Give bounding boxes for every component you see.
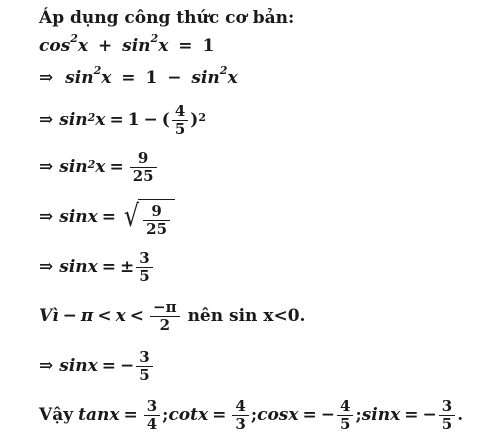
numerator: 9	[137, 148, 149, 167]
sinx-label: sinx	[59, 207, 98, 227]
step-line-2: ⇒ sin $^2$ x = 1 − ( $\frac{4}{5}$ ) $^2$	[39, 101, 206, 138]
condition-text: nên sin x<0.	[187, 306, 306, 326]
tanx-label: tanx	[78, 405, 120, 425]
var-x: x	[77, 36, 89, 56]
equals-sign: =	[101, 356, 117, 376]
denominator: 25	[132, 166, 154, 185]
var-x: x	[95, 110, 106, 130]
exponent: 2	[93, 64, 102, 78]
numerator: 9	[151, 201, 162, 220]
denominator: 5	[174, 119, 186, 138]
equals-sign: =	[121, 68, 136, 88]
implies-icon: ⇒	[39, 157, 54, 177]
numerator: 4	[174, 101, 186, 120]
pi-symbol: π	[80, 306, 94, 326]
numerator: 4	[235, 396, 246, 415]
plus-sign: +	[97, 36, 113, 56]
equals-sign: =	[101, 257, 117, 277]
one-value: 1	[202, 36, 215, 56]
numerator: 3	[441, 396, 453, 415]
sin-label: sin	[191, 68, 220, 88]
sinx-label: sinx	[59, 257, 98, 277]
numerator: 4	[340, 396, 351, 415]
identity-line	[39, 32, 215, 56]
sin-label: sin	[59, 157, 88, 177]
less-sign: <	[97, 306, 112, 326]
fraction-neg-pi-2	[150, 299, 180, 334]
less-sign: <	[129, 306, 144, 326]
fraction-4-5	[337, 398, 353, 433]
plus-minus-sign: ±	[120, 257, 135, 277]
minus-sign: −	[320, 405, 335, 425]
numerator: 3	[139, 347, 150, 366]
denominator: 5	[139, 266, 150, 285]
denominator: 5	[139, 365, 150, 384]
minus-sign: −	[422, 405, 437, 425]
var-x: x	[227, 68, 238, 88]
sin-label: sin	[122, 36, 151, 56]
cotx-label: cotx	[168, 405, 209, 425]
numerator: 3	[146, 396, 158, 415]
fraction-3-4	[144, 398, 160, 433]
period: .	[457, 405, 464, 425]
equals-sign: =	[109, 157, 124, 177]
minus-sign: −	[62, 306, 77, 326]
one-value: 1	[145, 68, 158, 88]
implies-icon: ⇒	[39, 207, 54, 227]
exponent: 2	[150, 32, 159, 46]
fraction-3-5	[136, 349, 152, 384]
numerator: −π	[153, 297, 177, 316]
sin-label: sin	[65, 68, 94, 88]
vay-label: Vậy	[39, 405, 74, 425]
implies-icon: ⇒	[39, 68, 54, 88]
fraction-4-3	[232, 398, 248, 433]
var-x: x	[101, 68, 112, 88]
minus-sign: −	[167, 68, 182, 88]
sin-label: sin	[59, 110, 88, 130]
sinx-label: sinx	[361, 405, 401, 425]
denominator: 5	[441, 414, 453, 433]
step-line-5	[39, 245, 155, 289]
denominator: 3	[235, 414, 246, 433]
minus-sign: −	[120, 356, 135, 376]
paren-close: )	[190, 110, 199, 130]
equals-sign: =	[212, 405, 227, 425]
condition-line	[39, 294, 305, 338]
radicand	[138, 199, 175, 238]
equals-sign: =	[302, 405, 317, 425]
cosx-label: cosx	[257, 405, 299, 425]
equals-sign: =	[404, 405, 419, 425]
var-x: x	[115, 306, 126, 326]
intro-label: Áp dụng công thức cơ bản:	[39, 8, 295, 28]
fraction-4-5	[172, 103, 188, 138]
final-result-line	[39, 393, 463, 437]
denominator: 5	[340, 414, 351, 433]
equals-sign: =	[178, 36, 193, 56]
var-x: x	[95, 157, 106, 177]
denominator: 2	[159, 315, 170, 334]
step-line-1	[39, 64, 238, 88]
exponent: 2	[219, 64, 228, 78]
sinx-label: sinx	[59, 356, 98, 376]
paren-open: (	[161, 110, 170, 130]
result-sin-line	[39, 344, 155, 388]
fraction-3-5	[439, 398, 455, 433]
radical-icon: √	[123, 199, 140, 234]
semicolon: ;	[162, 405, 169, 425]
denominator: 25	[146, 219, 168, 238]
square-root	[122, 196, 175, 238]
fraction-9-25	[143, 203, 170, 238]
equals-sign: =	[109, 110, 124, 130]
implies-icon: ⇒	[39, 356, 54, 376]
intro-text	[39, 8, 294, 28]
cos-label: cos	[39, 36, 71, 56]
semicolon: ;	[250, 405, 258, 425]
equals-sign: =	[123, 405, 138, 425]
semicolon: ;	[355, 405, 362, 425]
implies-icon: ⇒	[39, 257, 54, 277]
equals-sign: =	[101, 207, 117, 227]
denominator: 4	[146, 414, 158, 433]
step-line-3: ⇒ sin $^2$ x = $\frac{9}{25}$	[39, 145, 159, 189]
numerator: 3	[139, 248, 150, 267]
fraction-9-25	[130, 150, 157, 185]
minus-sign: −	[143, 110, 158, 130]
fraction-3-5	[136, 250, 152, 285]
step-line-4	[39, 193, 175, 241]
one-value: 1	[127, 110, 140, 130]
vi-label: Vì	[39, 306, 59, 326]
exponent: 2	[70, 32, 78, 46]
var-x: x	[158, 36, 169, 56]
implies-icon: ⇒	[39, 110, 54, 130]
